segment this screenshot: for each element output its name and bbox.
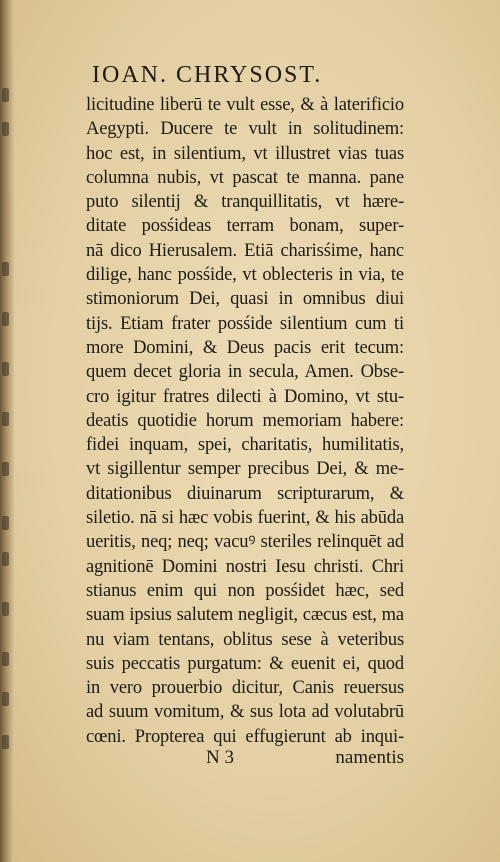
text-line: dilige, hanc posśide, vt oblecteris in via, te	[86, 265, 404, 286]
text-line: puto silentij & tranquillitatis, vt hære-	[86, 192, 404, 213]
text-line: suis peccatis purgatum: & euenit ei, quod	[86, 653, 404, 674]
text-line: columna nubis, vt pascat te manna. pane	[86, 167, 404, 188]
text-line: nu viam tentans, oblitus sese à veteribus	[86, 629, 404, 650]
running-head: IOAN. CHRYSOST.	[92, 62, 323, 88]
text-line: ueritis, neq; neq; vacuꝰ steriles relinquēt ad	[86, 532, 404, 553]
text-line: cœni. Propterea qui effugierunt ab inqui-	[86, 726, 404, 747]
text-line: ad suum vomitum, & sus lota ad volutabrū	[86, 702, 404, 723]
text-line: cro igitur fratres dilecti à Domino, vt stu-	[86, 386, 404, 407]
text-line: ditate posśideas terram bonam, super-	[86, 216, 404, 237]
text-line: stimoniorum Dei, quasi in omnibus diui	[86, 289, 404, 310]
gutter-binding-marks	[2, 0, 16, 862]
text-line: tijs. Etiam frater posśide silentium cum ti	[86, 313, 404, 334]
text-block	[86, 93, 404, 749]
text-line: hoc est, in silentium, vt illustret vias tuas	[86, 143, 404, 164]
text-line: stianus enim qui non posśidet hæc, sed	[86, 580, 404, 601]
text-line: nā dico Hierusalem. Etiā charisśime, hanc	[86, 240, 404, 261]
text-line: suam ipsius salutem negligit, cæcus est, ma	[86, 605, 404, 626]
text-line: deatis quotidie horum memoriam habere:	[86, 410, 404, 431]
text-line: ditationibus diuinarum scripturarum, &	[86, 483, 404, 504]
page-footer	[86, 747, 404, 773]
text-line: vt sigillentur semper precibus Dei, & me-	[86, 459, 404, 480]
text-line: agnitionē Domini nostri Iesu christi. Chri	[86, 556, 404, 577]
text-line: licitudine liberū te vult esse, & à laterificio	[86, 95, 404, 115]
text-line: siletio. nā si hæc vobis fuerint, & his abūda	[86, 508, 404, 529]
text-line: fidei inquam, spei, charitatis, humilitatis,	[86, 435, 404, 456]
text-line: in vero prouerbio dicitur, Canis reuersus	[86, 678, 404, 699]
text-line: quem decet gloria in secula, Amen. Obse-	[86, 362, 404, 383]
catchword: namentis	[335, 747, 404, 768]
signature-mark: N 3	[206, 747, 234, 768]
text-line: more Domini, & Deus pacis erit tecum:	[86, 337, 404, 358]
text-line: Aegypti. Ducere te vult in solitudinem:	[86, 119, 404, 140]
